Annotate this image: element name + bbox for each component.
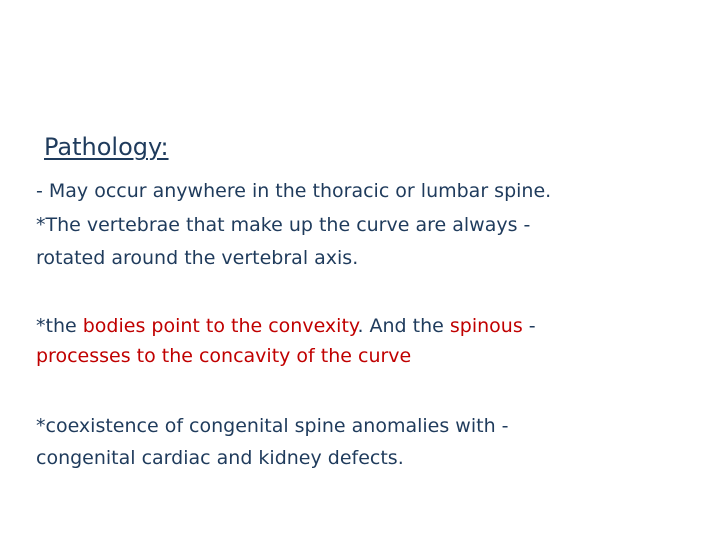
para1-line1: - May occur anywhere in the thoracic or lumbar spine. [36, 180, 552, 202]
para2-line2: processes to the concavity of the curve [36, 345, 412, 367]
para2-line1 [36, 314, 536, 338]
para2-highlight-spinous: spinous [449, 315, 523, 337]
slide-heading: Pathology: [44, 133, 169, 161]
para3-line2: congenital cardiac and kidney defects. [36, 447, 404, 469]
para2-text-1: *the [36, 315, 83, 337]
para2-text-2: . And the [357, 315, 450, 337]
para1-line2: *The vertebrae that make up the curve are always - [36, 214, 531, 236]
para1-line3: rotated around the vertebral axis. [36, 247, 359, 269]
para2-highlight-bodies: bodies point to the convexity [82, 315, 358, 337]
para2-dash: - [522, 315, 536, 337]
para3-line1: *coexistence of congenital spine anomalies with - [36, 415, 509, 437]
